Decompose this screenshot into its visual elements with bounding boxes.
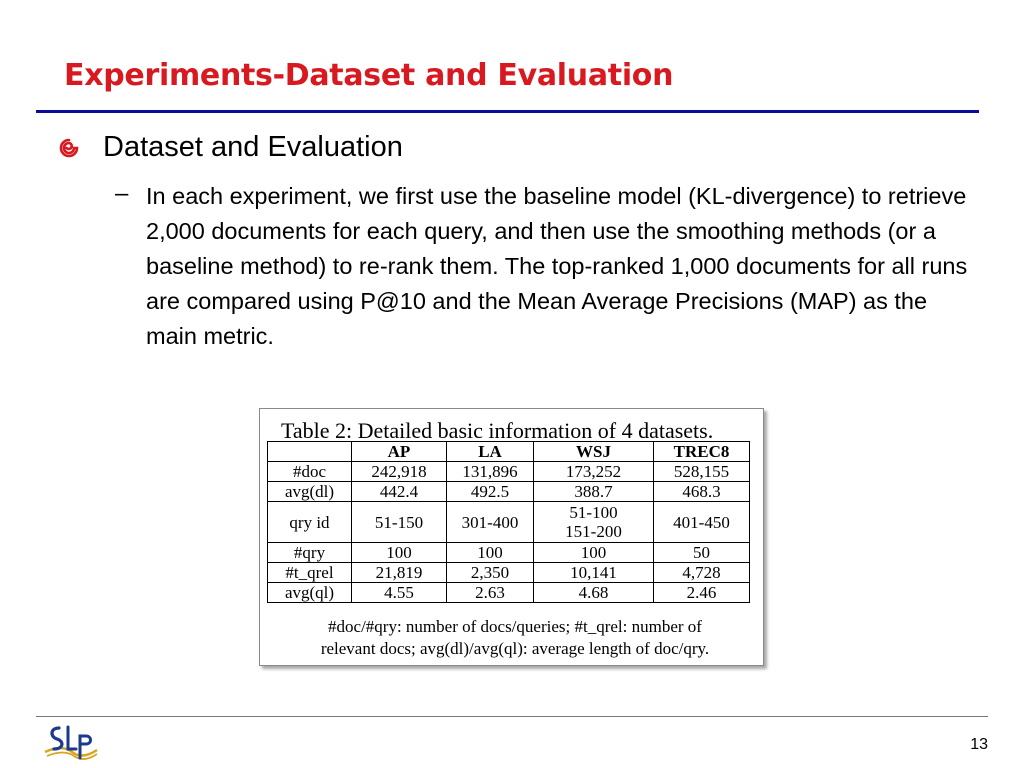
table-header-cell: AP: [352, 442, 447, 462]
table-row: [268, 462, 750, 482]
table-cell: 4.68: [534, 583, 654, 603]
table-footnote-line: relevant docs; avg(dl)/avg(ql): average length of doc/qry.: [320, 639, 710, 658]
row-label: #t_qrel: [268, 563, 352, 583]
table-cell: 468.3: [654, 482, 750, 502]
table-cell: 131,896: [447, 462, 534, 482]
table-row: [268, 502, 750, 543]
dataset-info-table: [267, 441, 750, 603]
row-label: avg(ql): [268, 583, 352, 603]
sub-bullet-text: In each experiment, we first use the baseline model (KL-divergence) to retrieve 2,000 documents for each query, and then use the smoothing methods (or a baseline method) to re-rank them. The top-ranked 1,000 documents for all runs are compared using P@10 and the Mean Average Precisions (MAP) as the main metric.: [146, 183, 968, 349]
footer-divider: [36, 716, 988, 717]
table-cell: 242,918: [352, 462, 447, 482]
table-cell: 10,141: [534, 563, 654, 583]
table-cell: 388.7: [534, 482, 654, 502]
table-cell: 51-150: [352, 502, 447, 543]
table-cell-line: 151-200: [565, 522, 622, 541]
table-cell: 4,728: [654, 563, 750, 583]
table-caption: Table 2: Detailed basic information of 4 datasets.: [281, 418, 714, 443]
table-cell: 442.4: [352, 482, 447, 502]
table-header-row: [268, 442, 750, 462]
table-cell: 100: [352, 543, 447, 563]
table-row: [268, 563, 750, 583]
table-cell: 2.63: [447, 583, 534, 603]
row-label: qry id: [268, 502, 352, 543]
row-label: #qry: [268, 543, 352, 563]
table-cell: 100: [534, 543, 654, 563]
table-row: [268, 543, 750, 563]
slp-logo-icon: [42, 722, 100, 762]
table-cell: 173,252: [534, 462, 654, 482]
slide-title: Experiments-Dataset and Evaluation: [64, 58, 674, 93]
table-header-cell: WSJ: [534, 442, 654, 462]
title-divider: [36, 110, 979, 113]
table-row: [268, 482, 750, 502]
table-cell: 492.5: [447, 482, 534, 502]
page-number: 13: [970, 736, 988, 753]
table-cell: 401-450: [654, 502, 750, 543]
spiral-bullet-icon: [58, 137, 80, 159]
table-cell: 50: [654, 543, 750, 563]
table-cell: 2.46: [654, 583, 750, 603]
table-row: [268, 583, 750, 603]
table-cell: 301-400: [447, 502, 534, 543]
bullet-heading: Dataset and Evaluation: [103, 131, 403, 163]
table-cell: 21,819: [352, 563, 447, 583]
row-label: #doc: [268, 462, 352, 482]
table-cell: 100: [447, 543, 534, 563]
table-header-cell: TREC8: [654, 442, 750, 462]
table-cell-line: 51-100: [569, 503, 618, 522]
table-cell: 528,155: [654, 462, 750, 482]
table-header-cell: LA: [447, 442, 534, 462]
table-cell: 2,350: [447, 563, 534, 583]
table-header-cell: [268, 442, 352, 462]
row-label: avg(dl): [268, 482, 352, 502]
sub-bullet-dash: –: [115, 180, 129, 207]
table-footnote-line: #doc/#qry: number of docs/queries; #t_qrel: number of: [328, 617, 702, 636]
table-cell: 4.55: [352, 583, 447, 603]
table-cell: [534, 502, 654, 543]
table-footnote: [280, 616, 750, 660]
